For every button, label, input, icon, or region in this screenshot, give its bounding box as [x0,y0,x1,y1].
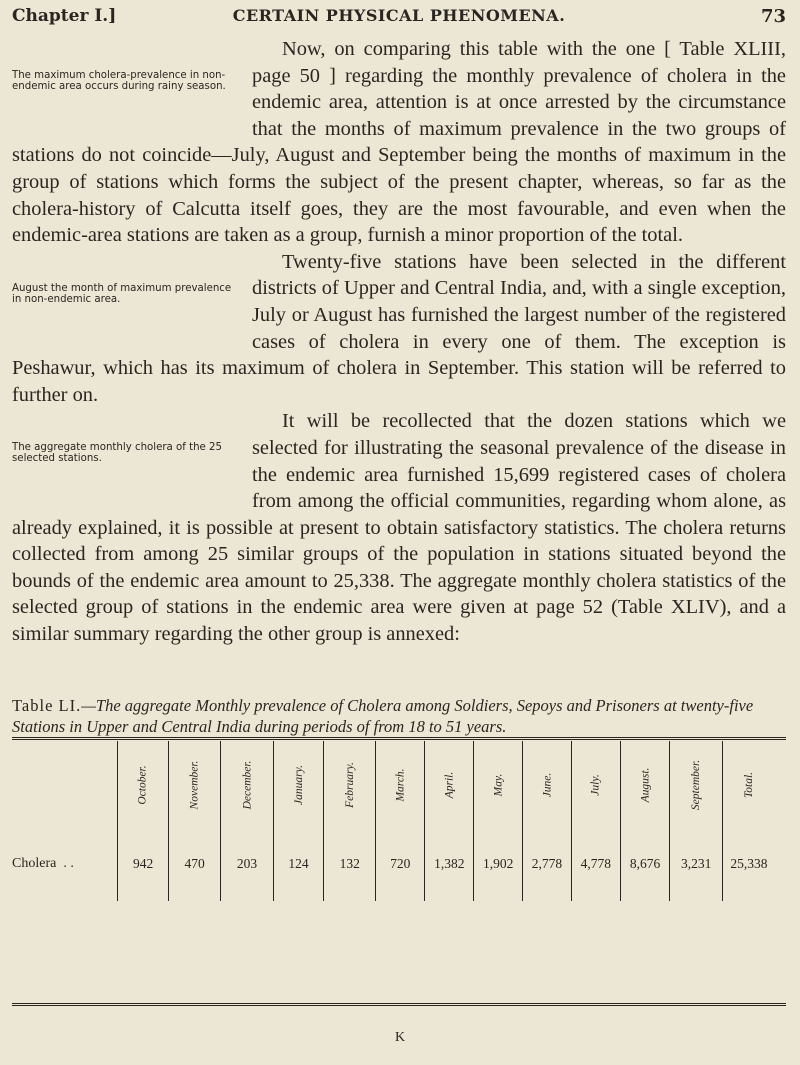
col-header: October. [118,741,169,827]
table-caption [12,695,786,737]
table-cell: 124 [273,827,324,901]
paragraph-2: Twenty-five stations have been selected in the different districts of Upper and Central India, and, with a single exception, July or August has furnished the largest number of the registered cases of cholera in every one of them. The exception is Peshawur, which has its maximum of cholera in September. This station will be referred to further on. [12,250,786,406]
col-header: February. [324,741,376,827]
table-bottom-rule [12,1003,786,1004]
col-header: December. [221,741,273,827]
col-header: March. [376,741,425,827]
table-caption-label: Table LI. [12,696,82,715]
cholera-monthly-table [12,741,775,901]
margin-note-3: The aggregate monthly cholera of the 25 selected stations. [12,442,223,465]
table-header-row [12,741,775,827]
paragraph-3: It will be recollected that the dozen stations which we selected for illustrating the seasonal prevalence of the disease in the endemic area furnished 15,699 registered cases of cholera from among the official communities, regarding whom alone, as already explained, it is possible at present to obtain satisfactory statistics. The cholera returns collected from among 25 similar groups of the population in stations situated beyond the bounds of the endemic area amount to 25,338. The aggregate monthly cholera statistics of the selected group of stations in the endemic area were given at page 52 (Table XLIV), and a similar summary regarding the other group is annexed: [12,410,786,646]
col-header: April. [425,741,474,827]
running-header [12,6,786,32]
table-cell: 203 [221,827,273,901]
margin-note-2: August the month of maximum prevalence in non-endemic area. [12,282,232,305]
table-cell: 1,382 [425,827,474,901]
table-cell: 8,676 [620,827,670,901]
table-cell: 470 [168,827,220,901]
col-header: May. [474,741,523,827]
table-top-rule [12,737,786,738]
col-header: June. [523,741,572,827]
table-cell: 25,338 [722,827,775,901]
col-header: January. [273,741,324,827]
table-caption-title: —The aggregate Monthly prevalence of Cholera among Soldiers, Sepoys and Prisoners at twenty-five Stations in Upper and Central India during periods of from 18 to 51 years. [12,696,754,736]
col-header: July. [571,741,620,827]
table-cell: 4,778 [571,827,620,901]
table-cell: 3,231 [670,827,723,901]
table-row [12,827,775,901]
signature-mark: K [394,1030,406,1045]
col-header: Total. [722,741,775,827]
header-blank-cell [12,741,118,827]
col-header: September. [670,741,723,827]
row-label: Cholera . . [12,856,74,871]
page-number: 73 [760,6,786,27]
table-cell: 2,778 [523,827,572,901]
table-cell: 720 [376,827,425,901]
body-text [12,36,786,648]
running-title: CERTAIN PHYSICAL PHENOMENA. [232,6,566,25]
table-top-rule-2 [12,739,786,740]
col-header: November. [168,741,220,827]
col-header: August. [620,741,670,827]
table-bottom-rule-2 [12,1005,786,1006]
table-cell: 132 [324,827,376,901]
table-cell: 942 [118,827,169,901]
paragraph-1: Now, on comparing this table with the one [ Table XLIII, page 50 ] regarding the monthly prevalence of cholera in the endemic area, attention is at once arrested by the circumstance that the months of maximum prevalence in the two groups of stations do not coincide—July, August and September being the months of maximum in the group of stations which forms the subject of the present chapter, whereas, so far as the cholera-history of Calcutta itself goes, they are the most favourable, and even when the endemic-area stations are taken as a group, furnish a minor proportion of the total. [12,38,786,247]
margin-note-1: The maximum cholera-prevalence in non-endemic area occurs during rainy season. [12,70,226,92]
table-cell: 1,902 [474,827,523,901]
chapter-label: Chapter I.] [12,6,117,26]
